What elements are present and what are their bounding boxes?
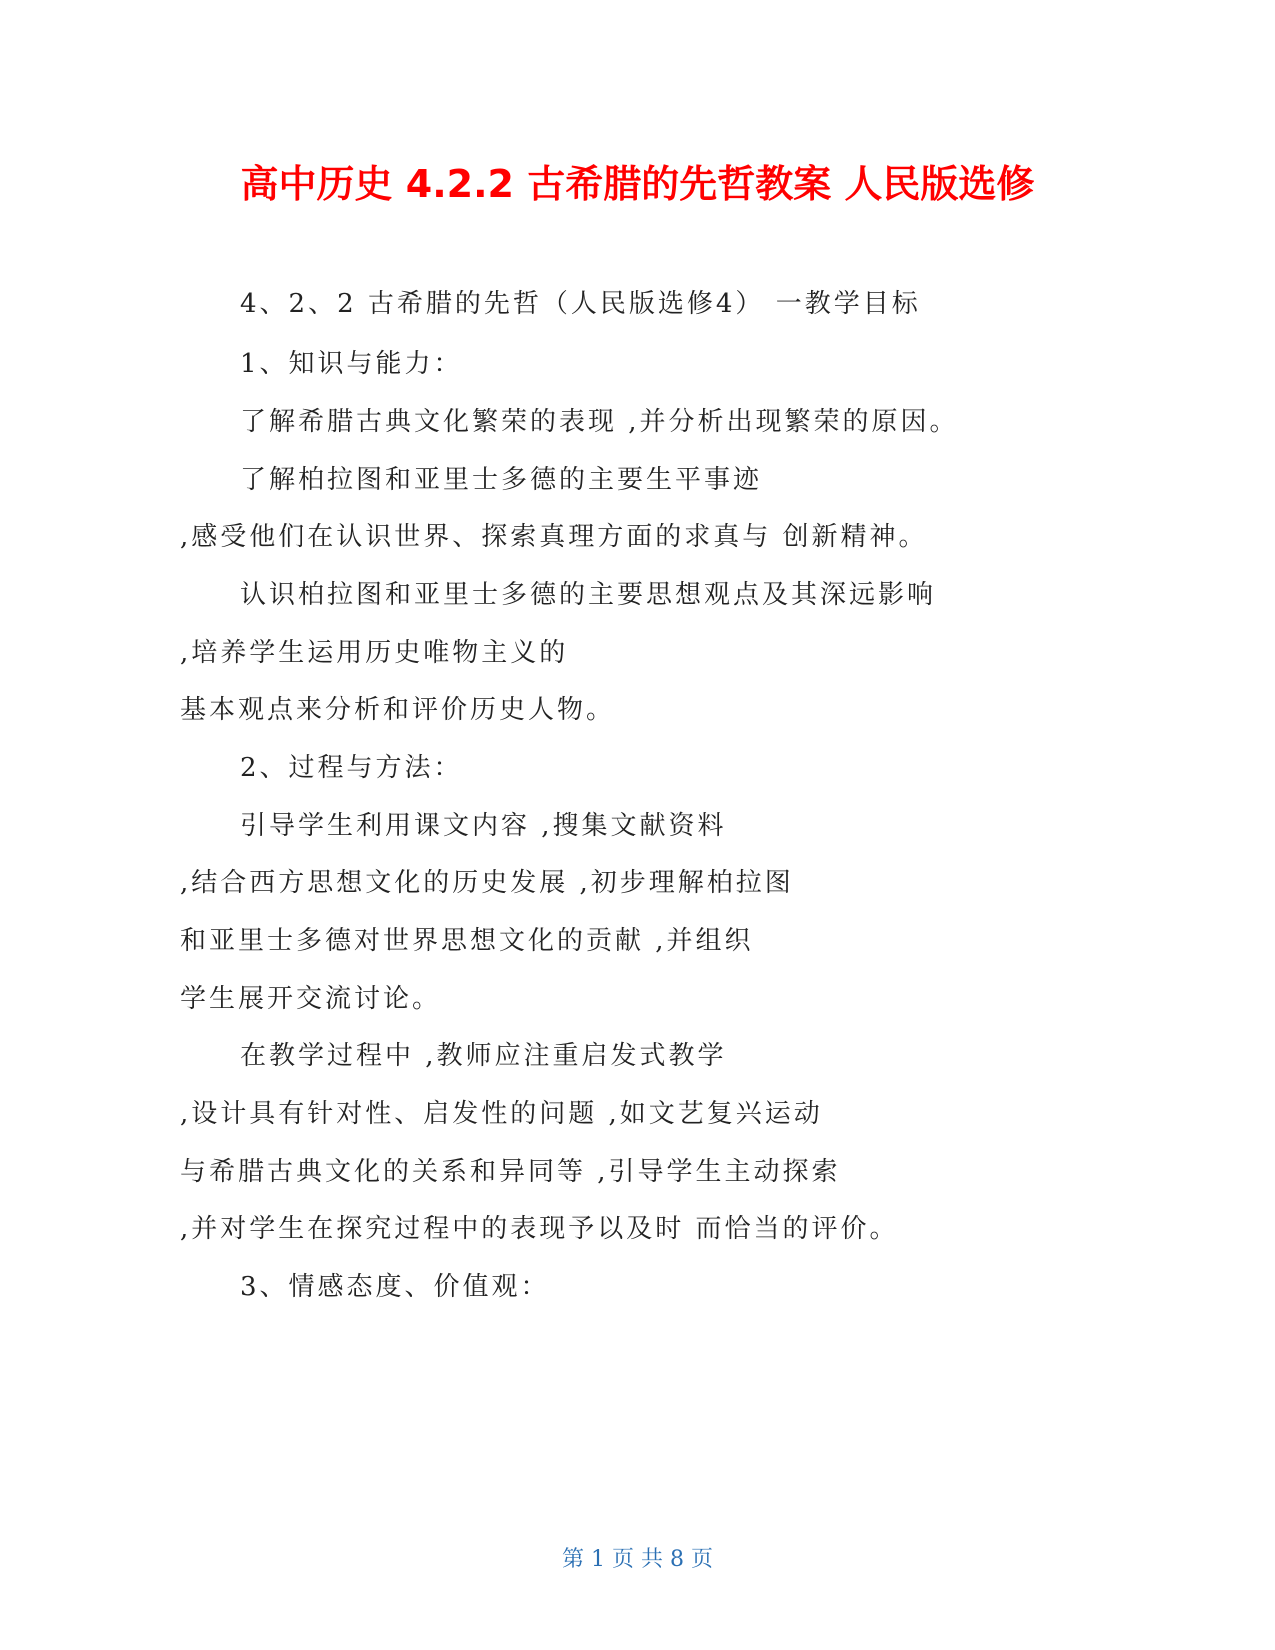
paragraph-line: ,设计具有针对性、启发性的问题 ,如文艺复兴运动 [180, 1099, 823, 1129]
paragraph-line: 了解柏拉图和亚里士多德的主要生平事迹 [240, 465, 763, 495]
paragraph-line: 在教学过程中 ,教师应注重启发式教学 [240, 1041, 727, 1071]
section-heading-teaching-goals: 4、2、2 古希腊的先哲（人民版选修4） 一教学目标 [240, 289, 921, 319]
document-title: 高中历史 4.2.2 古希腊的先哲教案 人民版选修 [240, 162, 1035, 206]
subheading-process-method: 2、过程与方法： [240, 753, 463, 783]
paragraph-line: ,结合西方思想文化的历史发展 ,初步理解柏拉图 [180, 868, 794, 898]
paragraph-line: ,并对学生在探究过程中的表现予以及时 而恰当的评价。 [180, 1214, 899, 1244]
paragraph-line: ,培养学生运用历史唯物主义的 [180, 638, 569, 668]
paragraph-line: ,感受他们在认识世界、探索真理方面的求真与 创新精神。 [180, 522, 928, 552]
page-footer: 第 1 页 共 8 页 [562, 1547, 713, 1572]
paragraph-line: 了解希腊古典文化繁荣的表现 ,并分析出现繁荣的原因。 [240, 407, 959, 437]
paragraph-line: 学生展开交流讨论。 [180, 984, 442, 1014]
subheading-emotion-values: 3、情感态度、价值观： [240, 1272, 550, 1302]
subheading-knowledge-ability: 1、知识与能力： [240, 349, 463, 379]
paragraph-line: 引导学生利用课文内容 ,搜集文献资料 [240, 811, 727, 841]
paragraph-line: 认识柏拉图和亚里士多德的主要思想观点及其深远影响 [240, 580, 937, 610]
paragraph-line: 基本观点来分析和评价历史人物。 [180, 695, 616, 725]
paragraph-line: 和亚里士多德对世界思想文化的贡献 ,并组织 [180, 926, 754, 956]
paragraph-line: 与希腊古典文化的关系和异同等 ,引导学生主动探索 [180, 1157, 841, 1187]
